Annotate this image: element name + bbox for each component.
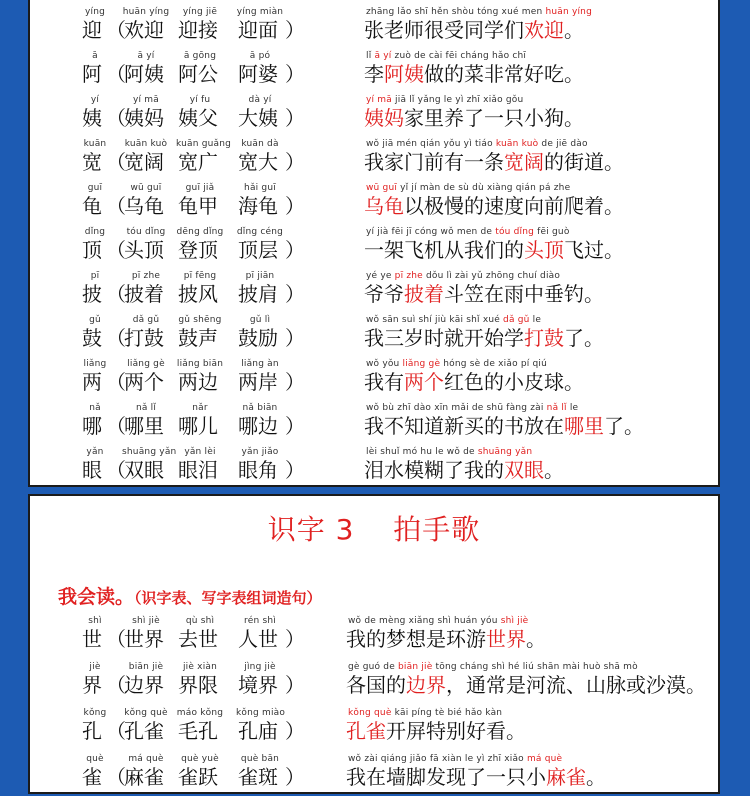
sentence-pinyin xyxy=(348,616,528,626)
paren-close: ） xyxy=(285,765,305,789)
sentence-pinyin xyxy=(366,315,541,325)
sentence-pinyin xyxy=(366,139,588,149)
char-pinyin: ā xyxy=(92,51,98,61)
char-pinyin: yí xyxy=(90,95,100,105)
sentence-pre: 泪水模糊了我的 xyxy=(364,458,504,482)
sentence-highlight: 阿姨 xyxy=(384,62,424,86)
sentence xyxy=(346,719,526,743)
word: 乌龟 xyxy=(124,194,164,218)
vocab-row xyxy=(30,93,718,137)
sentence-highlight: 世界 xyxy=(486,627,526,651)
sentence-post: 的街道。 xyxy=(544,150,624,174)
word: 去世 xyxy=(178,627,218,651)
word: 宽大 xyxy=(238,150,278,174)
vocab-row xyxy=(30,225,718,269)
paren-open: （ xyxy=(106,238,126,262)
sentence-post: 了。 xyxy=(564,326,604,350)
main-char: 两 xyxy=(82,370,102,394)
char-pinyin: yíng xyxy=(84,7,106,17)
sentence-post: 。 xyxy=(586,765,606,789)
vocab-row xyxy=(30,269,718,313)
word: 海龟 xyxy=(238,194,278,218)
sentence-highlight: 欢迎 xyxy=(524,18,564,42)
char-pinyin: dǐng xyxy=(84,227,106,237)
paren-close: ） xyxy=(285,238,305,262)
sentence-highlight: 姨妈 xyxy=(364,106,404,130)
sentence-pinyin xyxy=(366,403,578,413)
word: 打鼓 xyxy=(124,326,164,350)
char-pinyin: guī xyxy=(87,183,103,193)
paren-close: ） xyxy=(285,458,305,482)
word-pinyin: kǒng què xyxy=(124,708,168,718)
word: 披风 xyxy=(178,282,218,306)
lesson-title: 识字 3 拍手歌 xyxy=(267,513,481,546)
main-char: 龟 xyxy=(82,194,102,218)
word: 哪边 xyxy=(238,414,278,438)
sentence-pinyin xyxy=(366,183,570,193)
word: 两岸 xyxy=(238,370,278,394)
sentence-pre: 我家门前有一条 xyxy=(364,150,504,174)
vocab-row xyxy=(30,445,718,489)
word: 顶层 xyxy=(238,238,278,262)
paren-open: （ xyxy=(106,458,126,482)
vocab-row xyxy=(30,49,718,93)
sentence-pinyin-pre: zhāng lǎo shī hěn shòu tóng xué men xyxy=(366,7,546,17)
word-pinyin: huān yíng xyxy=(122,7,170,17)
sentence-pinyin-highlight: tóu dǐng xyxy=(495,227,535,237)
read-heading xyxy=(58,582,322,609)
main-char: 眼 xyxy=(82,458,102,482)
word-pinyin: jiè xiàn xyxy=(182,662,218,672)
sentence-pinyin-pre: yí jià fēi jī cóng wǒ men de xyxy=(366,227,496,237)
word-pinyin: qù shì xyxy=(185,616,215,626)
sentence-pinyin-post: fēi guò xyxy=(534,227,570,237)
sentence-post: 以极慢的速度向前爬着。 xyxy=(404,194,624,218)
sentence xyxy=(364,62,584,86)
word-pinyin: ā gōng xyxy=(183,51,217,61)
sentence-pinyin-highlight: liǎng gè xyxy=(402,359,441,369)
sentence-highlight: 头顶 xyxy=(524,238,564,262)
word: 鼓声 xyxy=(178,326,218,350)
word-pinyin: dà yí xyxy=(248,95,272,105)
main-char: 阿 xyxy=(82,62,102,86)
sentence-highlight: 乌龟 xyxy=(364,194,404,218)
word: 大姨 xyxy=(238,106,278,130)
word: 姨妈 xyxy=(124,106,164,130)
sentence-pinyin-pre: wǒ sān suì shí jiù kāi shǐ xué xyxy=(366,315,504,325)
word-pinyin: má què xyxy=(128,754,164,764)
word: 登顶 xyxy=(178,238,218,262)
word: 龟甲 xyxy=(178,194,218,218)
paren-close: ） xyxy=(285,627,305,651)
sentence xyxy=(346,673,706,697)
word: 哪儿 xyxy=(178,414,218,438)
paren-close: ） xyxy=(285,18,305,42)
word-pinyin: gǔ shēng xyxy=(178,315,222,325)
sentence-highlight: 披着 xyxy=(404,282,444,306)
paren-close: ） xyxy=(285,326,305,350)
word-pinyin: gǔ lì xyxy=(249,315,271,325)
sentence-pinyin-pre: lǐ xyxy=(366,51,375,61)
sentence-post: 。 xyxy=(544,458,564,482)
word-pinyin: shuāng yǎn xyxy=(122,447,177,457)
word-pinyin: máo kǒng xyxy=(176,708,224,718)
word-pinyin: què yuè xyxy=(181,754,219,764)
vocab-row xyxy=(30,660,718,704)
paren-open: （ xyxy=(106,62,126,86)
sentence-pinyin xyxy=(348,708,502,718)
sentence-pinyin-post: yǐ jí màn de sù dù xiàng qián pá zhe xyxy=(397,183,571,193)
sentence-pre: 爷爷 xyxy=(364,282,404,306)
word: 孔庙 xyxy=(238,719,278,743)
sentence-highlight: 两个 xyxy=(404,370,444,394)
sentence-pinyin-post: jiā lǐ yǎng le yì zhī xiǎo gǒu xyxy=(391,95,524,105)
sentence-pinyin-pre: wǒ zài qiáng jiǎo fā xiàn le yì zhī xiǎo xyxy=(348,754,527,764)
sentence xyxy=(364,458,564,482)
sentence-pinyin-post: tōng cháng shì hé liú shān mài huò shā mò xyxy=(432,662,638,672)
paren-open: （ xyxy=(106,719,126,743)
sentence-pre: 我在墙脚发现了一只小 xyxy=(346,765,546,789)
word-pinyin: dǎ gǔ xyxy=(132,315,160,325)
sentence-pinyin-pre: wǒ yǒu xyxy=(366,359,403,369)
word: 双眼 xyxy=(124,458,164,482)
sentence-pinyin-pre: wǒ bù zhī dào xīn mǎi de shū fàng zài xyxy=(366,403,547,413)
word: 阿婆 xyxy=(238,62,278,86)
char-pinyin: nǎ xyxy=(89,403,101,413)
word: 眼泪 xyxy=(178,458,218,482)
sentence-pre: 李 xyxy=(364,62,384,86)
word-pinyin: yíng jiē xyxy=(182,7,218,17)
sentence-pinyin-highlight: yí mā xyxy=(366,95,392,105)
word: 宽阔 xyxy=(124,150,164,174)
main-char: 披 xyxy=(82,282,102,306)
sentence-highlight: 麻雀 xyxy=(546,765,586,789)
paren-close: ） xyxy=(285,194,305,218)
paren-close: ） xyxy=(285,106,305,130)
paren-close: ） xyxy=(285,150,305,174)
sentence-pinyin-post: le xyxy=(566,403,579,413)
sentence xyxy=(364,106,584,130)
paren-close: ） xyxy=(285,370,305,394)
word-pinyin: liǎng àn xyxy=(241,359,279,369)
sentence-pinyin-highlight: huān yíng xyxy=(545,7,592,17)
word: 麻雀 xyxy=(124,765,164,789)
sentence-post: 做的菜非常好吃。 xyxy=(424,62,584,86)
sentence xyxy=(346,765,606,789)
sentence xyxy=(364,282,604,306)
word: 两边 xyxy=(178,370,218,394)
sentence-pinyin-highlight: kuān kuò xyxy=(495,139,539,149)
char-pinyin: jiè xyxy=(89,662,101,672)
sentence-pinyin-pre: wǒ jiā mén qián yǒu yì tiáo xyxy=(366,139,496,149)
word: 毛孔 xyxy=(178,719,218,743)
main-char: 宽 xyxy=(82,150,102,174)
vocab-card-top xyxy=(28,0,720,487)
word-pinyin: wū guī xyxy=(130,183,162,193)
word: 两个 xyxy=(124,370,164,394)
word: 雀跃 xyxy=(178,765,218,789)
word-pinyin: nǎ biān xyxy=(242,403,278,413)
sentence-post: 飞过。 xyxy=(564,238,624,262)
main-char: 界 xyxy=(82,673,102,697)
word-pinyin: yí mā xyxy=(133,95,159,105)
word: 境界 xyxy=(238,673,278,697)
sentence-pre: 我不知道新买的书放在 xyxy=(364,414,564,438)
sentence-post: 斗笠在雨中垂钓。 xyxy=(444,282,604,306)
word-pinyin: rén shì xyxy=(244,616,276,626)
word: 披肩 xyxy=(238,282,278,306)
word: 界限 xyxy=(178,673,218,697)
word: 披着 xyxy=(124,282,164,306)
sentence xyxy=(364,238,624,262)
word-pinyin: jìng jiè xyxy=(244,662,276,672)
word: 哪里 xyxy=(124,414,164,438)
sentence xyxy=(346,627,546,651)
word-pinyin: liǎng biān xyxy=(176,359,224,369)
char-pinyin: kuān xyxy=(83,139,107,149)
word: 眼角 xyxy=(238,458,278,482)
word-pinyin: nǎ lǐ xyxy=(135,403,157,413)
sentence xyxy=(364,18,584,42)
vocab-row xyxy=(30,706,718,750)
word-pinyin: liǎng gè xyxy=(127,359,165,369)
paren-close: ） xyxy=(285,282,305,306)
word: 孔雀 xyxy=(124,719,164,743)
sentence-highlight: 边界 xyxy=(406,673,446,697)
word: 阿姨 xyxy=(124,62,164,86)
sentence-highlight: 哪里 xyxy=(564,414,604,438)
word-pinyin: biān jiè xyxy=(128,662,164,672)
sentence-highlight: 双眼 xyxy=(504,458,544,482)
sentence-post: 家里养了一只小狗。 xyxy=(404,106,584,130)
paren-open: （ xyxy=(106,106,126,130)
vocab-row xyxy=(30,5,718,49)
sentence xyxy=(364,150,624,174)
char-pinyin: liǎng xyxy=(83,359,107,369)
word: 鼓励 xyxy=(238,326,278,350)
sentence-pinyin-highlight: ā yí xyxy=(374,51,392,61)
sentence-pinyin-highlight: shuāng yǎn xyxy=(477,447,533,457)
vocab-row xyxy=(30,181,718,225)
sentence-pinyin-highlight: má què xyxy=(526,754,563,764)
word-pinyin: pī zhe xyxy=(131,271,161,281)
word-pinyin: guī jiǎ xyxy=(185,183,215,193)
char-pinyin: kǒng xyxy=(83,708,107,718)
sentence-post: 开屏特别好看。 xyxy=(386,719,526,743)
main-char: 顶 xyxy=(82,238,102,262)
sentence xyxy=(364,326,604,350)
word: 阿公 xyxy=(178,62,218,86)
word-pinyin: pī fēng xyxy=(183,271,217,281)
sentence-pinyin-post: le xyxy=(529,315,542,325)
sentence-highlight: 孔雀 xyxy=(346,719,386,743)
sentence-pinyin-highlight: nǎ lǐ xyxy=(546,403,567,413)
sentence-pinyin xyxy=(348,754,562,764)
char-pinyin: pī xyxy=(90,271,100,281)
paren-open: （ xyxy=(106,370,126,394)
word-pinyin: shì jiè xyxy=(132,616,160,626)
word-pinyin: yíng miàn xyxy=(236,7,284,17)
sentence-highlight: 打鼓 xyxy=(524,326,564,350)
word-pinyin: ā yí xyxy=(137,51,155,61)
paren-close: ） xyxy=(285,719,305,743)
word: 迎接 xyxy=(178,18,218,42)
paren-close: ） xyxy=(285,414,305,438)
word: 头顶 xyxy=(124,238,164,262)
read-label: 我会读。 xyxy=(58,586,135,608)
sentence-pinyin-highlight: dǎ gǔ xyxy=(503,315,530,325)
read-subtitle: （识字表、写字表组词造句） xyxy=(134,589,322,607)
word: 雀斑 xyxy=(238,765,278,789)
sentence-pinyin-post: de jiē dào xyxy=(538,139,588,149)
paren-open: （ xyxy=(106,627,126,651)
vocab-row xyxy=(30,313,718,357)
sentence-highlight: 宽阔 xyxy=(504,150,544,174)
sentence-pinyin xyxy=(366,271,560,281)
main-char: 鼓 xyxy=(82,326,102,350)
sentence-pinyin xyxy=(348,662,638,672)
word-pinyin: yǎn lèi xyxy=(184,447,216,457)
sentence xyxy=(364,370,584,394)
sentence-pinyin-post: zuò de cài fēi cháng hǎo chī xyxy=(391,51,527,61)
sentence-post: 了。 xyxy=(604,414,644,438)
sentence-pinyin-pre: wǒ de mèng xiǎng shì huán yóu xyxy=(348,616,501,626)
word-pinyin: kuān dà xyxy=(241,139,279,149)
word: 迎面 xyxy=(238,18,278,42)
sentence-pinyin-highlight: pī zhe xyxy=(394,271,423,281)
char-pinyin: shì xyxy=(88,616,102,626)
vocab-row xyxy=(30,401,718,445)
sentence-pinyin xyxy=(366,51,526,61)
sentence-pre: 张老师很受同学们 xyxy=(364,18,524,42)
sentence-pre: 各国的 xyxy=(346,673,406,697)
word: 宽广 xyxy=(178,150,218,174)
vocab-row xyxy=(30,137,718,181)
sentence-pre: 我三岁时就开始学 xyxy=(364,326,524,350)
char-pinyin: gǔ xyxy=(89,315,101,325)
word-pinyin: dēng dǐng xyxy=(176,227,224,237)
main-char: 孔 xyxy=(82,719,102,743)
word-pinyin: dǐng céng xyxy=(236,227,284,237)
paren-open: （ xyxy=(106,326,126,350)
word-pinyin: kǒng miào xyxy=(236,708,286,718)
sentence-post: 。 xyxy=(564,18,584,42)
sentence-pinyin-highlight: kǒng què xyxy=(348,708,392,718)
vocab-row xyxy=(30,614,718,658)
word-pinyin: kuān guǎng xyxy=(176,139,232,149)
sentence-pinyin-highlight: wū guī xyxy=(366,183,398,193)
main-char: 迎 xyxy=(82,18,102,42)
sentence-pre: 我有 xyxy=(364,370,404,394)
sentence-pinyin-post: kāi píng tè bié hǎo kàn xyxy=(391,708,503,718)
sentence-pinyin-post: hóng sè de xiǎo pí qiú xyxy=(440,359,548,369)
paren-open: （ xyxy=(106,673,126,697)
char-pinyin: què xyxy=(86,754,104,764)
word-pinyin: yí fu xyxy=(189,95,211,105)
word-pinyin: hǎi guī xyxy=(244,183,276,193)
paren-open: （ xyxy=(106,150,126,174)
sentence-pinyin xyxy=(366,95,523,105)
sentence xyxy=(364,414,644,438)
sentence-pre: 我的梦想是环游 xyxy=(346,627,486,651)
sentence-pinyin xyxy=(366,227,570,237)
lesson-card-bottom xyxy=(28,494,720,794)
sentence-pinyin-pre: gè guó de xyxy=(348,662,399,672)
sentence-pinyin-post: dǒu lì zài yǔ zhōng chuí diào xyxy=(422,271,561,281)
paren-close: ） xyxy=(285,673,305,697)
vocab-row xyxy=(30,357,718,401)
word-pinyin: pī jiān xyxy=(245,271,275,281)
vocab-row xyxy=(30,752,718,796)
main-char: 世 xyxy=(82,627,102,651)
main-char: 姨 xyxy=(82,106,102,130)
paren-open: （ xyxy=(106,282,126,306)
word: 边界 xyxy=(124,673,164,697)
word: 欢迎 xyxy=(124,18,164,42)
sentence-pinyin-pre: yé ye xyxy=(366,271,395,281)
sentence-post: ，通常是河流、山脉或沙漠。 xyxy=(446,673,706,697)
sentence xyxy=(364,194,624,218)
main-char: 雀 xyxy=(82,765,102,789)
sentence-post: 红色的小皮球。 xyxy=(444,370,584,394)
sentence-pinyin xyxy=(366,7,592,17)
word-pinyin: tóu dǐng xyxy=(126,227,166,237)
sentence-pinyin-highlight: biān jiè xyxy=(398,662,433,672)
sentence-pinyin-highlight: shì jiè xyxy=(500,616,529,626)
paren-open: （ xyxy=(106,414,126,438)
word: 人世 xyxy=(238,627,278,651)
char-pinyin: yǎn xyxy=(86,447,104,457)
sentence-pinyin-pre: lèi shuǐ mó hu le wǒ de xyxy=(366,447,478,457)
paren-close: ） xyxy=(285,62,305,86)
word-pinyin: què bān xyxy=(240,754,280,764)
word: 世界 xyxy=(124,627,164,651)
word-pinyin: ā pó xyxy=(249,51,271,61)
paren-open: （ xyxy=(106,194,126,218)
sentence-pinyin xyxy=(366,447,532,457)
sentence-pinyin xyxy=(366,359,547,369)
sentence-pre: 一架飞机从我们的 xyxy=(364,238,524,262)
word-pinyin: kuān kuò xyxy=(124,139,168,149)
word-pinyin: yǎn jiǎo xyxy=(241,447,279,457)
main-char: 哪 xyxy=(82,414,102,438)
paren-open: （ xyxy=(106,18,126,42)
word-pinyin: nǎr xyxy=(192,403,208,413)
sentence-post: 。 xyxy=(526,627,546,651)
word: 姨父 xyxy=(178,106,218,130)
paren-open: （ xyxy=(106,765,126,789)
